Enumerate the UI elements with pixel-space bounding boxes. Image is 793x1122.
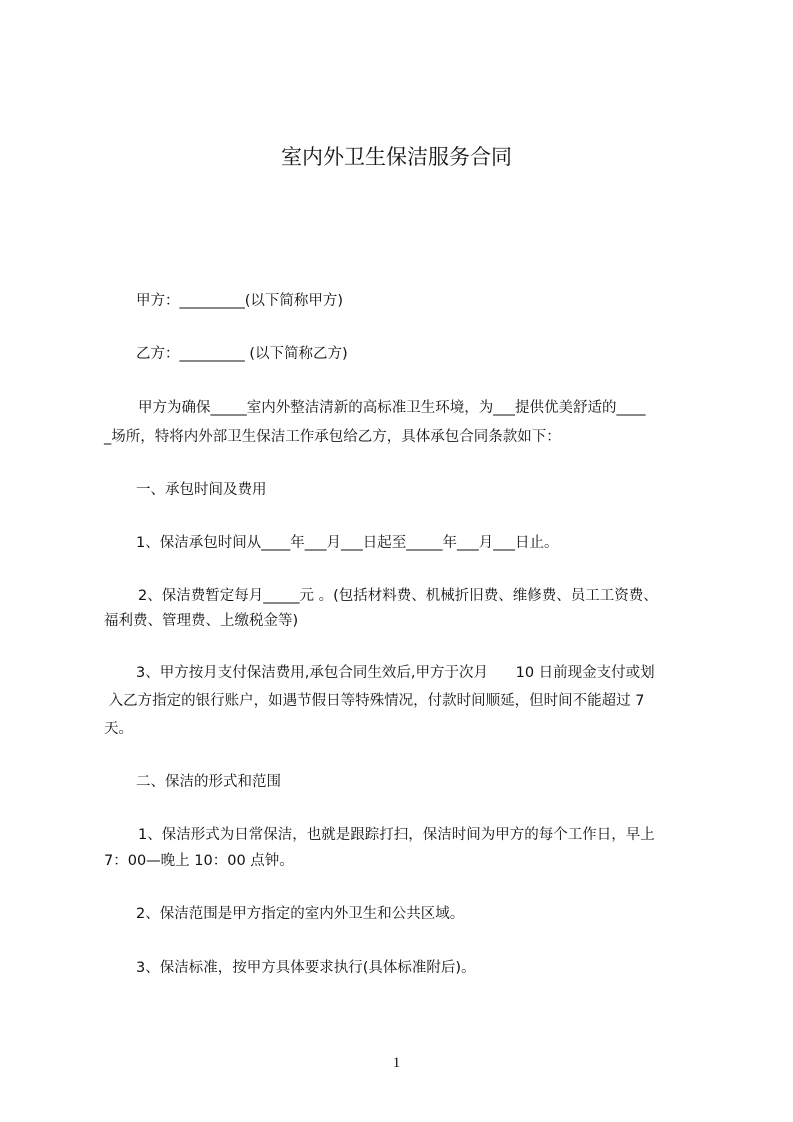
section-heading: 二、保洁的形式和范围 bbox=[136, 774, 281, 790]
document-title: 室内外卫生保洁服务合同 bbox=[281, 145, 512, 169]
clause-2-1-line: 1、保洁形式为日常保洁，也就是跟踪打扫，保洁时间为甲方的每个工作日，早上 bbox=[138, 827, 655, 843]
clause-1-3-line: 3、甲方按月支付保洁费用,承包合同生效后,甲方于次月 10 日前现金支付或划 bbox=[136, 665, 655, 681]
intro-paragraph-line: 甲方为确保_____室内外整洁清新的高标准卫生环境，为___提供优美舒适的____ bbox=[138, 400, 646, 416]
party-b-line: 乙方：_________ (以下简称乙方) bbox=[136, 346, 348, 362]
page-number: 1 bbox=[392, 1055, 401, 1071]
intro-paragraph-line: _场所，特将内外部卫生保洁工作承包给乙方，具体承包合同条款如下： bbox=[104, 429, 561, 445]
clause-1-3-line: 天。 bbox=[104, 721, 133, 737]
clause-1-2-line: 2、保洁费暂定每月_____元 。(包括材料费、机械折旧费、维修费、员工工资费、 bbox=[138, 588, 658, 604]
clause-1-1: 1、保洁承包时间从____年___月___日起至_____年___月___日止。 bbox=[136, 535, 559, 551]
clause-2-2: 2、保洁范围是甲方指定的室内外卫生和公共区域。 bbox=[136, 906, 465, 922]
party-a-line: 甲方：_________(以下简称甲方) bbox=[136, 293, 344, 309]
clause-1-3-line: 入乙方指定的银行账户，如遇节假日等特殊情况，付款时间顺延，但时间不能超过 7 bbox=[104, 693, 645, 709]
clause-2-3: 3、保洁标准，按甲方具体要求执行(具体标准附后)。 bbox=[136, 960, 476, 976]
section-heading: 一、承包时间及费用 bbox=[136, 482, 267, 498]
clause-2-1-line: 7：00—晚上 10：00 点钟。 bbox=[104, 853, 294, 869]
clause-1-2-line: 福利费、管理费、上缴税金等) bbox=[104, 613, 299, 629]
